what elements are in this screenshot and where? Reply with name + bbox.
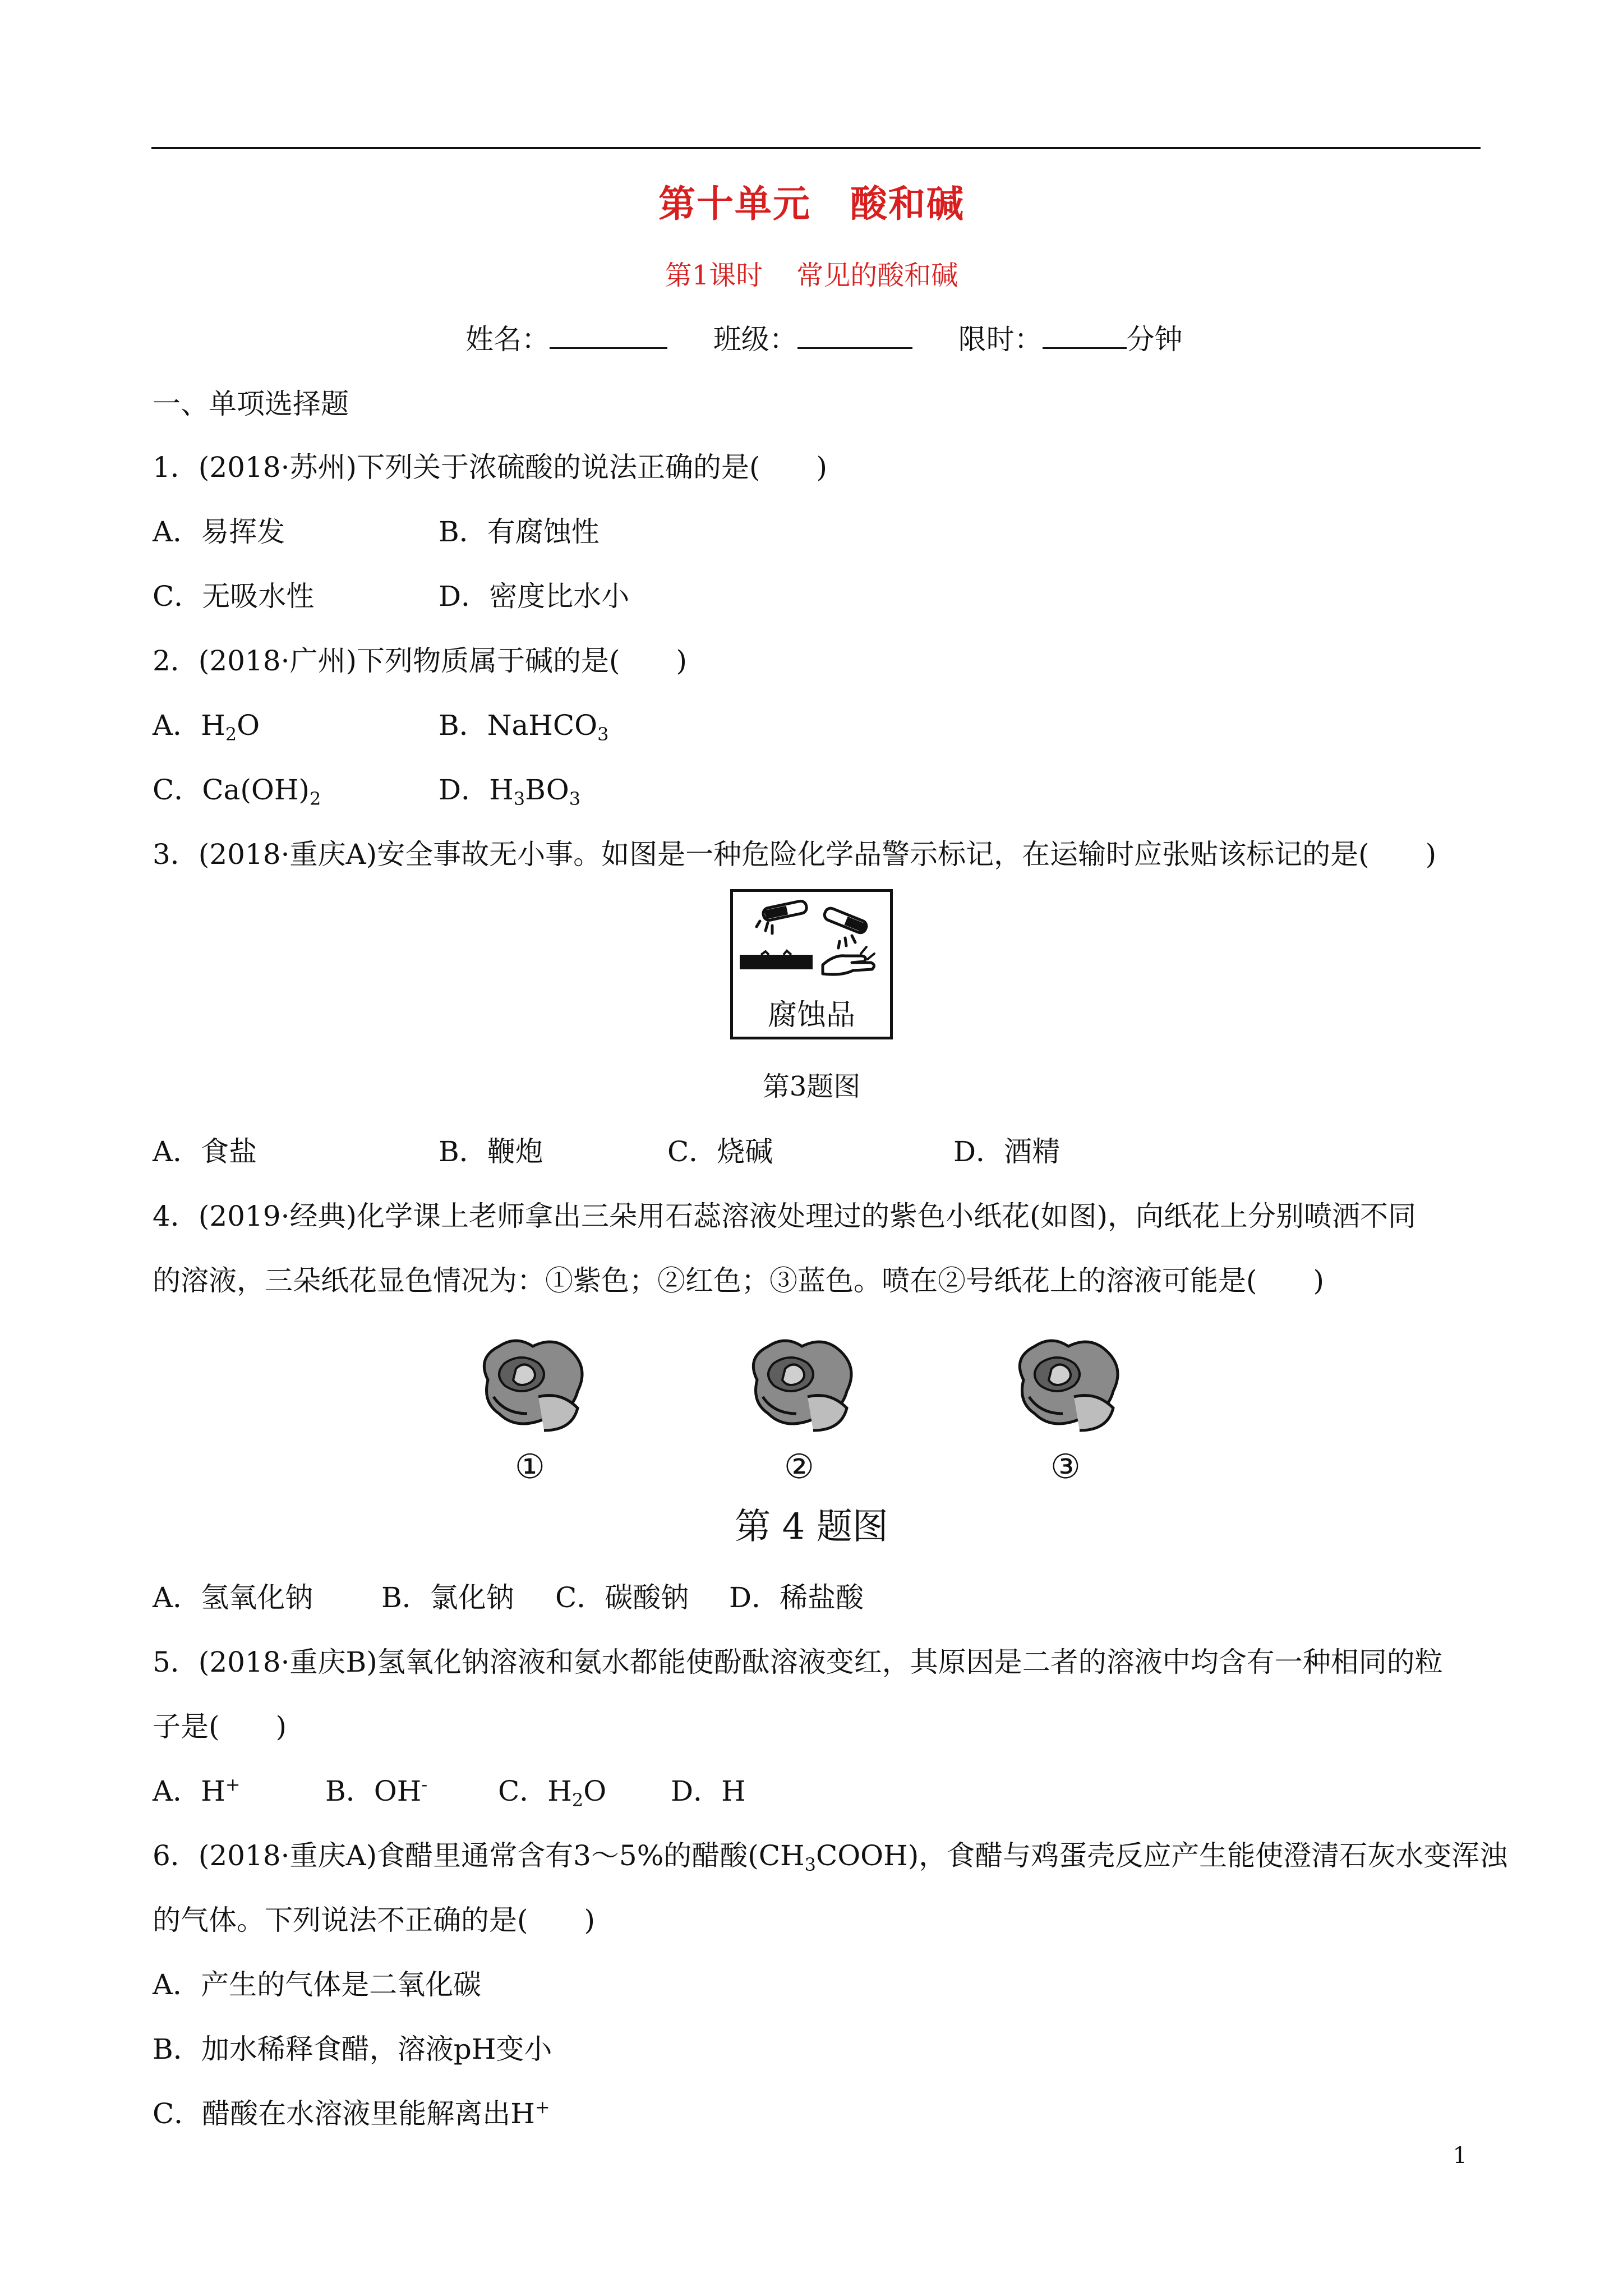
subtitle-topic: 常见的酸和碱	[796, 260, 958, 291]
flower-1-icon	[471, 1329, 600, 1442]
class-blank[interactable]	[797, 323, 912, 349]
q6-option-a[interactable]: A．产生的气体是二氧化碳	[153, 1968, 482, 2001]
q5-option-b[interactable]: B．OH-	[325, 1774, 428, 1807]
question-4-stem-line-2: 的溶液，三朵纸花显色情况为：①紫色；②红色；③蓝色。喷在②号纸花上的溶液可能是( )	[153, 1264, 1325, 1297]
corrosive-hazard-icon	[733, 892, 890, 990]
question-5-stem-line-2: 子是( )	[153, 1710, 287, 1743]
flower-2-label: ②	[784, 1447, 814, 1487]
q2-option-d[interactable]: D．$H_3BO_3$	[439, 774, 581, 809]
time-label: 限时：	[958, 323, 1043, 356]
question-5-stem-line-1: 5．(2018·重庆B)氢氧化钠溶液和氨水都能使酚酞溶液变红，其原因是二者的溶液中均含有一种相同的粒	[153, 1646, 1443, 1678]
flower-1-label: ①	[515, 1447, 545, 1487]
q2-option-b[interactable]: B．NaHCO$_3$	[439, 709, 609, 745]
question-3-stem: 3．(2018·重庆A)安全事故无小事。如图是一种危险化学品警示标记，在运输时应张贴该标记的是( )	[153, 838, 1437, 871]
question-6-stem-line-2: 的气体。下列说法不正确的是( )	[153, 1904, 596, 1936]
flower-3-label: ③	[1050, 1447, 1081, 1487]
q3-option-a[interactable]: A．食盐	[153, 1135, 257, 1168]
q3-option-c[interactable]: C．烧碱	[667, 1135, 773, 1168]
question-2-stem: 2．(2018·广州)下列物质属于碱的是( )	[153, 645, 687, 677]
q3-option-d[interactable]: D．酒精	[953, 1135, 1061, 1168]
name-label: 姓名：	[465, 323, 550, 356]
q2-option-c[interactable]: C．$Ca(OH)_2$	[153, 774, 321, 809]
question-4-stem-line-1: 4．(2019·经典)化学课上老师拿出三朵用石蕊溶液处理过的紫色小纸花(如图)，向纸花上分别喷洒不同	[153, 1200, 1416, 1232]
q3-option-b[interactable]: B．鞭炮	[439, 1135, 543, 1168]
time-unit: 分钟	[1126, 323, 1183, 356]
q5-option-c[interactable]: C．$H_2O$	[498, 1775, 607, 1811]
q6-option-b[interactable]: B．加水稀释食醋，溶液pH变小	[153, 2033, 552, 2065]
title-topic: 酸和碱	[850, 182, 965, 226]
page-number: 1	[1453, 2143, 1467, 2169]
q4-option-b[interactable]: B．氯化钠	[381, 1581, 514, 1614]
q5-option-d[interactable]: D．H	[671, 1775, 746, 1807]
flower-2-icon	[740, 1329, 869, 1442]
class-label: 班级：	[713, 323, 797, 356]
q4-option-a[interactable]: A．氢氧化钠	[153, 1581, 313, 1614]
q4-option-c[interactable]: C．碳酸钠	[555, 1581, 689, 1614]
q2-option-a[interactable]: A．$H_2O$	[153, 709, 260, 745]
corrosive-warning-sign	[730, 889, 893, 1039]
figure-3-caption: 第3题图	[762, 1071, 861, 1102]
subtitle-lesson: 第1课时	[665, 260, 763, 291]
page-subtitle	[0, 254, 1623, 292]
q5-option-a[interactable]: A．H+	[153, 1774, 241, 1807]
header-rule	[151, 147, 1481, 149]
student-info-line	[465, 317, 1183, 357]
name-blank[interactable]	[550, 323, 667, 349]
flower-3-icon	[1007, 1329, 1136, 1442]
question-6-stem-line-1: 6．(2018·重庆A)食醋里通常含有3～5%的醋酸$(CH_3COOH)$，食醋与鸡蛋壳反应产生能使澄清石灰水变浑浊	[153, 1839, 1508, 1875]
q4-option-d[interactable]: D．稀盐酸	[729, 1581, 864, 1614]
time-blank[interactable]	[1043, 323, 1127, 349]
page-title	[0, 174, 1623, 227]
q6-option-c[interactable]: C．醋酸在水溶液里能解离出H+	[153, 2096, 550, 2130]
q1-option-b[interactable]: B．有腐蚀性	[439, 516, 600, 548]
sign-label: 腐蚀品	[767, 999, 855, 1032]
section-heading: 一、单项选择题	[153, 388, 349, 420]
figure-4-caption: 第 4 题图	[735, 1506, 888, 1548]
title-unit: 第十单元	[658, 182, 811, 226]
q1-option-d[interactable]: D．密度比水小	[439, 580, 630, 613]
q1-option-c[interactable]: C．无吸水性	[153, 580, 315, 613]
q1-option-a[interactable]: A．易挥发	[153, 516, 285, 548]
question-1-stem: 1．(2018·苏州)下列关于浓硫酸的说法正确的是( )	[153, 451, 827, 484]
